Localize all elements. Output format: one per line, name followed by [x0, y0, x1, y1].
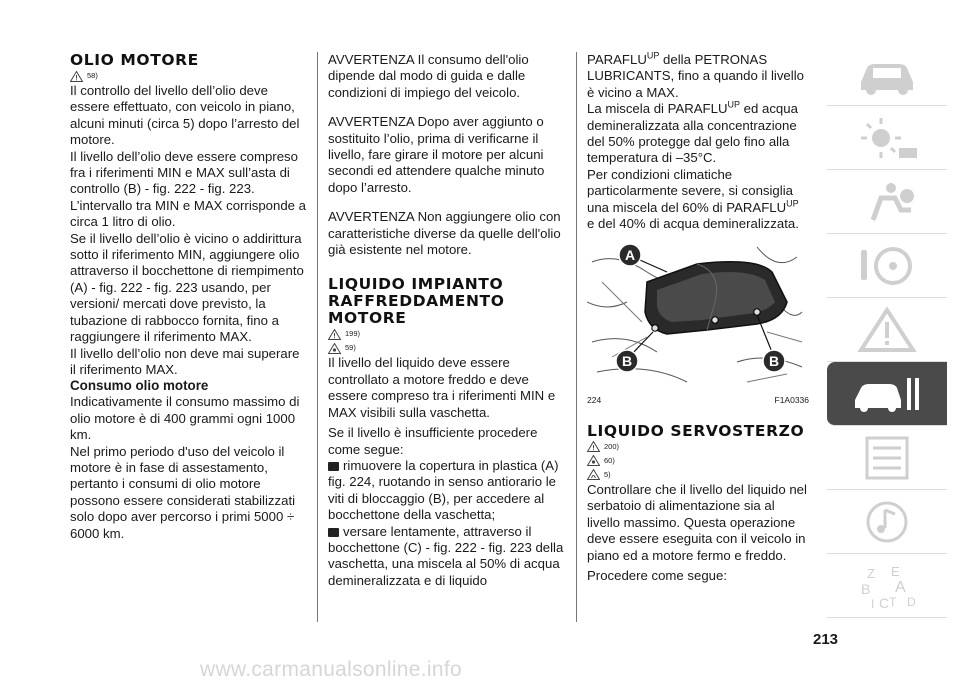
paragraph: Il controllo del livello dell’olio deve essere effettuato, con veicolo in piano, alcuni minuti (circa 5) dopo l’arresto del motore.	[70, 83, 300, 148]
engine-bay-illustration	[587, 242, 809, 390]
warning-note: AVVERTENZA Non aggiungere olio con caratteristiche diverse da quelle dell'olio già esistente nel motore.	[328, 209, 561, 258]
svg-text:D: D	[907, 594, 916, 609]
tab-multimedia[interactable]	[827, 490, 947, 554]
chapter-sidebar	[827, 42, 947, 618]
tab-road-hazard[interactable]	[827, 298, 947, 362]
column-2	[328, 52, 564, 589]
paragraph: Se il livello è insufficiente procedere come segue:	[328, 425, 538, 457]
steering-wheel-icon	[851, 240, 923, 292]
section-heading-engine-oil: OLIO MOTORE	[70, 51, 199, 69]
paragraph: Il livello del liquido deve essere controllato a motore freddo e deve essere compreso tra i riferimenti MIN e MAX visibili sulla vaschetta.	[328, 355, 556, 420]
car-dashboard-icon	[851, 48, 923, 100]
paragraph: $PARAFLU^{UP}$ della PETRONAS LUBRICANTS, fino a quando il livello è vicino a MAX.	[587, 50, 804, 100]
section-heading-power-steering: LIQUIDO SERVOSTERZO	[587, 421, 805, 440]
warning-triangle-icon	[587, 441, 600, 452]
paragraph: Il livello dell’olio deve essere compreso fra i riferimenti MIN e MAX sull’asta di controllo (B) - fig. 222 - fig. 223.	[70, 148, 298, 197]
svg-text:T: T	[889, 594, 897, 609]
warning-reference: 60)	[587, 454, 809, 468]
column-3	[587, 52, 809, 584]
figure-number: 224	[587, 395, 602, 406]
tab-steering-wheel[interactable]	[827, 234, 947, 298]
music-note-icon	[851, 496, 923, 548]
warning-triangle-icon	[70, 71, 83, 82]
paragraph: Nel primo periodo d'uso del veicolo il motore è in fase di assestamento, pertanto i consumi di olio motore possono essere considerati stabilizzati solo dopo aver percorso i primi 5000 ÷ 6000 km.	[70, 443, 296, 541]
warning-lights-icon	[851, 112, 923, 164]
callout-label-a: A	[624, 247, 636, 264]
car-service-icon	[851, 368, 923, 420]
column-divider	[317, 52, 318, 622]
svg-text:B: B	[861, 580, 871, 597]
figure-code: F1A0336	[774, 395, 809, 406]
tab-seat-airbag[interactable]	[827, 170, 947, 234]
bullet-item: versare lentamente, attraverso il bocchettone (C) - fig. 222 - fig. 223 della vaschetta, una miscela al 50% di acqua demineralizzata e di liquido	[328, 523, 564, 588]
paragraph: Il livello dell’olio non deve mai superare il riferimento MAX.	[70, 345, 300, 377]
warning-reference: 59)	[328, 341, 564, 355]
svg-text:C: C	[879, 594, 890, 611]
paragraph: Per condizioni climatiche particolarmente severe, si consiglia una miscela del 60% di $PARAFLU^{UP}$ e del 40% di acqua demineralizzata.	[587, 166, 799, 232]
column-1	[70, 52, 306, 542]
paragraph: La miscela di $PARAFLU^{UP}$ ed acqua demineralizzata alla concentrazione del 50% protegge dal gelo fino alla temperatura di –35°C.	[587, 99, 798, 166]
page-number: 213	[813, 631, 839, 648]
road-hazard-icon	[851, 304, 923, 356]
callout-label-b: B	[621, 353, 633, 370]
warning-triangle-icon	[328, 329, 341, 340]
warning-note: AVVERTENZA Dopo aver aggiunto o sostituito l’olio, prima di verificarne il livello, fare girare il motore per alcuni secondi ed attendere qualche minuto dopo l’arresto.	[328, 114, 545, 195]
warning-reference: 199)	[328, 327, 564, 341]
checklist-icon	[851, 432, 923, 484]
column-divider	[576, 52, 577, 622]
warning-reference: 5)	[587, 468, 809, 482]
watermark: www.carmanualsonline.info	[200, 658, 462, 681]
tab-checklist[interactable]	[827, 426, 947, 490]
tab-alphabetical-index[interactable]	[827, 554, 947, 618]
figure-224-coolant-cover	[587, 242, 809, 390]
warning-reference: 200)	[587, 440, 809, 454]
svg-text:Z: Z	[867, 565, 875, 581]
callout-label-b: B	[768, 353, 780, 370]
tab-car-dashboard[interactable]	[827, 42, 947, 106]
environment-icon	[587, 469, 600, 480]
warning-reference: 58)	[70, 69, 306, 83]
paragraph: Controllare che il livello del liquido nel serbatoio di alimentazione sia al livello massimo. Questa operazione deve essere eseguita con il veicolo in piano ed a motore fermo e freddo.	[587, 481, 807, 563]
bullet-item: rimuovere la copertura in plastica (A) fig. 224, ruotando in senso antiorario le viti di bloccaggio (B), per accedere al bocchettone della vaschetta;	[328, 457, 559, 523]
figure-caption	[587, 392, 809, 408]
svg-text:A: A	[895, 578, 906, 596]
paragraph: Procedere come segue:	[587, 567, 728, 583]
seat-airbag-icon	[851, 176, 923, 228]
bullet-icon	[328, 462, 339, 471]
caution-hand-icon	[328, 343, 341, 354]
svg-text:I: I	[871, 596, 875, 611]
warning-note: AVVERTENZA Il consumo dell'olio dipende dal modo di guida e dalle condizioni di impiego del veicolo.	[328, 52, 529, 100]
alphabet-index-icon	[851, 560, 923, 612]
bullet-icon	[328, 528, 339, 537]
svg-text:E: E	[891, 563, 900, 579]
paragraph: Indicativamente il consumo massimo di olio motore è di 400 grammi ogni 1000 km.	[70, 394, 300, 443]
paragraph: L’intervallo tra MIN e MAX corrisponde a circa 1 litro di olio.	[70, 197, 307, 230]
section-heading-coolant: LIQUIDO IMPIANTO RAFFREDDAMENTO MOTORE	[328, 275, 505, 328]
tab-warning-lights[interactable]	[827, 106, 947, 170]
caution-hand-icon	[587, 455, 600, 466]
paragraph: Se il livello dell’olio è vicino o addirittura sotto il riferimento MIN, aggiungere olio attraverso il bocchettone di riempimento (A) - fig. 222 - fig. 223 usando, per versioni/ mercati dove previsto, la tubazione di rabbocco fornita, fino a raggiungere il riferimento MAX.	[70, 230, 304, 345]
tab-car-service[interactable]	[827, 362, 947, 426]
subheading-oil-consumption: Consumo olio motore	[70, 378, 209, 394]
